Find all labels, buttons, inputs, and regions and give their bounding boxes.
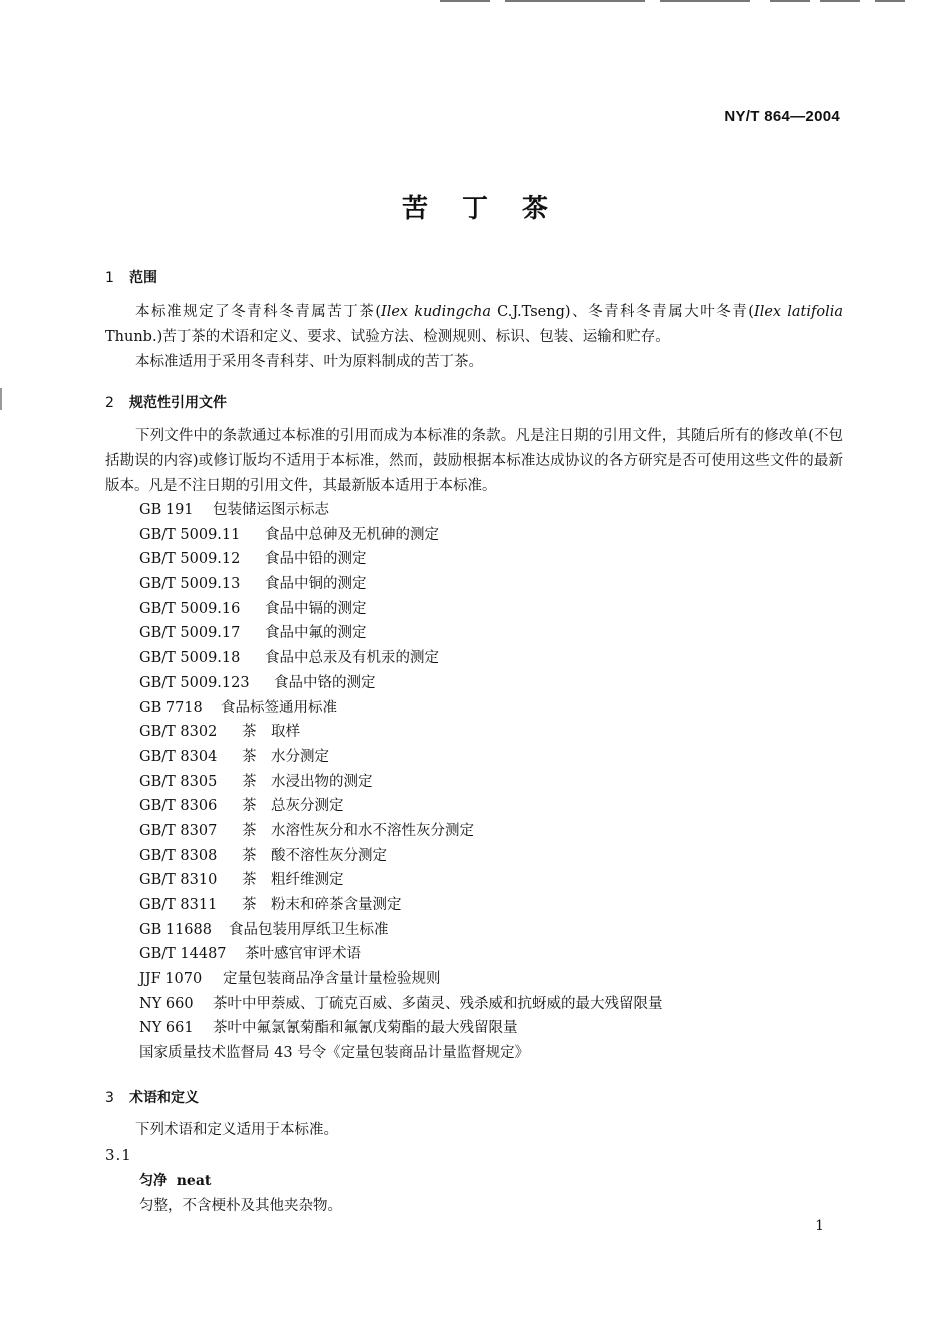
reference-item: GB/T 5009.12 食品中铅的测定 — [139, 551, 367, 568]
references-intro: 下列文件中的条款通过本标准的引用而成为本标准的条款。凡是注日期的引用文件，其随后所有的修改单(不包括勘误的内容)或修订版均不适用于本标准，然而，鼓励根据本标准达成协议的各方研究是否可使用这些文件的最新版本。凡是不注日期的引用文件，其最新版本适用于本标准。 — [105, 428, 843, 494]
scope-paragraph: 本标准规定了冬青科冬青属苦丁茶(Ilex kudingcha C.J.Tseng)、冬青科冬青属大叶冬青(Ilex latifolia Thunb.)苦丁茶的术语和定义、要求、试验方法、检测规则、标识、包装、运输和贮存。 — [105, 304, 843, 345]
scientific-name: Ilex kudingcha — [380, 304, 492, 320]
terms-intro: 下列术语和定义适用于本标准。 — [135, 1122, 338, 1138]
header-rule — [440, 0, 490, 2]
reference-item: GB/T 5009.123 食品中铬的测定 — [139, 674, 376, 691]
standard-code: NY/T 864—2004 — [724, 108, 840, 125]
term-english: neat — [176, 1173, 212, 1189]
section-number: 3 — [105, 1090, 114, 1106]
reference-item: GB 191 包装储运图示标志 — [139, 502, 329, 518]
reference-item: GB/T 8305 茶 水浸出物的测定 — [139, 773, 373, 790]
scope-applicability: 本标准适用于采用冬青科芽、叶为原料制成的苦丁茶。 — [135, 354, 483, 370]
section-title: 范围 — [129, 270, 157, 286]
reference-item: GB/T 8311 茶 粉末和碎茶含量测定 — [139, 897, 402, 913]
reference-item: GB/T 8302 茶 取样 — [139, 724, 300, 741]
section-heading-scope — [105, 267, 157, 287]
term-definition: 匀整，不含梗朴及其他夹杂物。 — [139, 1198, 342, 1214]
section-heading-references — [105, 392, 227, 412]
reference-item: GB/T 5009.17 食品中氟的测定 — [139, 625, 367, 642]
header-rule — [875, 0, 905, 2]
header-rule — [660, 0, 750, 2]
scientific-name: Ilex latifolia — [753, 304, 843, 320]
reference-item: JJF 1070 定量包装商品净含量计量检验规则 — [139, 971, 441, 988]
section-heading-terms — [105, 1087, 199, 1107]
scan-margin-mark — [0, 388, 2, 410]
reference-item: NY 661 茶叶中氟氯氰菊酯和氟氰戊菊酯的最大残留限量 — [139, 1020, 518, 1037]
reference-item: GB/T 8307 茶 水溶性灰分和水不溶性灰分测定 — [139, 822, 474, 839]
reference-item: GB/T 8306 茶 总灰分测定 — [139, 798, 344, 815]
header-rule — [770, 0, 810, 2]
reference-item: GB 7718 食品标签通用标准 — [139, 699, 337, 716]
reference-item: GB/T 8308 茶 酸不溶性灰分测定 — [139, 847, 387, 864]
header-rule — [820, 0, 860, 2]
subclause-number: 3.1 — [105, 1146, 132, 1164]
header-rule — [505, 0, 645, 2]
section-title: 规范性引用文件 — [129, 395, 227, 411]
reference-item: 国家质量技术监督局 43 号令《定量包装商品计量监督规定》 — [139, 1045, 530, 1062]
reference-item: GB/T 8310 茶 粗纤维测定 — [139, 872, 344, 889]
reference-item: NY 660 茶叶中甲萘威、丁硫克百威、多菌灵、残杀威和抗蚜威的最大残留限量 — [139, 995, 663, 1012]
reference-item: GB/T 14487 茶叶感官审评术语 — [139, 946, 361, 963]
page-number: 1 — [815, 1218, 824, 1234]
reference-item: GB 11688 食品包装用厚纸卫生标准 — [139, 921, 389, 938]
reference-item: GB/T 5009.11 食品中总砷及无机砷的测定 — [139, 526, 439, 543]
section-title: 术语和定义 — [129, 1090, 199, 1106]
section-number: 2 — [105, 395, 114, 411]
reference-item: GB/T 8304 茶 水分测定 — [139, 748, 329, 765]
reference-item: GB/T 5009.16 食品中镉的测定 — [139, 600, 367, 617]
reference-item: GB/T 5009.13 食品中铜的测定 — [139, 576, 367, 593]
term-entry — [139, 1170, 211, 1190]
section-number: 1 — [105, 270, 114, 286]
term-chinese: 匀净 — [139, 1173, 167, 1189]
reference-list — [139, 498, 663, 1066]
reference-item: GB/T 5009.18 食品中总汞及有机汞的测定 — [139, 650, 439, 667]
document-title: 苦丁茶 — [401, 194, 582, 224]
